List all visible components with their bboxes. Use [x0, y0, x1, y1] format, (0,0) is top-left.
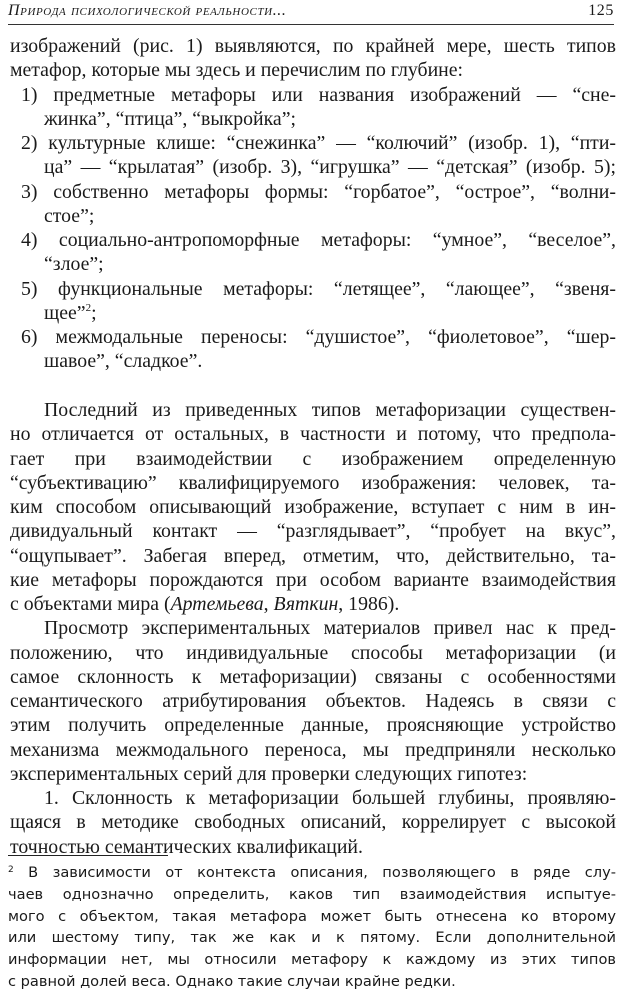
list-item-continuation: стое”;	[44, 204, 95, 227]
text-line: “субъективацию” квалифицируемого изображения: человек, та-	[10, 471, 616, 494]
text-line: Просмотр экспериментальных материалов привел нас к пред-	[44, 617, 616, 640]
list-item-text: щее”	[44, 301, 86, 324]
text-line: самое склонность к метафоризации) связаны с особенностями	[10, 665, 616, 688]
footnote-line: или шестому типу, так же как и к пятому. Если дополнительной	[8, 929, 616, 947]
text-line: дивидуальный контакт — “разглядывает”, “пробует на вкус”,	[10, 520, 616, 543]
text-line: экспериментальных серий для проверки следующих гипотез:	[10, 762, 528, 785]
list-item-continuation	[10, 301, 616, 325]
text-run: ,	[263, 593, 274, 615]
main-text	[10, 34, 616, 859]
footnote-line	[8, 862, 616, 884]
footnote	[8, 862, 616, 993]
text-line: щаяся в методике свободных описаний, коррелирует с высокой	[10, 811, 616, 834]
citation-author: Вяткин	[273, 593, 339, 615]
text-line: 1. Склонность к метафоризации большей глубины, проявляю-	[44, 787, 616, 809]
text-line: ким способом описывающий изображение, вступает с ним в ин-	[10, 496, 616, 518]
text-line: семантического атрибутирования объектов. Надеясь в связи с	[10, 690, 616, 712]
text-line: точностью семантических квалификаций.	[10, 835, 363, 858]
list-item-continuation: “злое”;	[44, 253, 104, 276]
footnote-ref[interactable]: 2	[85, 301, 92, 314]
text-line: этим получить определенные данные, проясняющие устройство	[10, 714, 616, 737]
list-item-text: ;	[91, 301, 97, 324]
text-line: кие метафоры порождаются при особом варианте взаимодействия	[10, 568, 616, 591]
footnote-marker: 2	[8, 865, 14, 875]
list-item: 1) предметные метафоры или названия изображений — “сне-	[21, 83, 616, 106]
footnote-line: с равной долей веса. Однако такие случаи крайне редки.	[8, 972, 456, 990]
text-line: метафор, которые мы здесь и перечислим по глубине:	[10, 59, 464, 82]
list-item: 2) культурные клише: “снежинка” — “колючий” (изобр. 1), “пти-	[21, 132, 616, 154]
text-run: , 1986).	[338, 593, 400, 615]
list-item-continuation: шавое”, “сладкое”.	[44, 350, 203, 373]
running-header	[8, 2, 614, 24]
text-run: с объектами мира (	[10, 593, 171, 615]
text-line: но отличается от остальных, в частности и потому, что предпола-	[10, 423, 616, 446]
text-line: положению, что индивидуальные способы метафоризации (и	[10, 641, 616, 664]
text-line: гает при взаимодействии с изображением определенную	[10, 447, 616, 470]
footnote-line: чаев однозначно определить, каков тип взаимодействия испытуе-	[8, 885, 616, 903]
citation-author: Артемьева	[170, 593, 264, 615]
running-title: Природа психологической реальности...	[8, 2, 287, 19]
text-line	[10, 592, 616, 616]
footnote-text: В зависимости от контекста описания, позволяющего в ряде слу-	[13, 864, 616, 881]
text-line: механизма межмодального переноса, мы предприняли несколько	[10, 738, 616, 761]
list-item-continuation: ца” — “крылатая” (изобр. 3), “игрушка” — “детская” (изобр. 5);	[44, 156, 616, 179]
list-item: 5) функциональные метафоры: “летящее”, “лающее”, “звеня-	[21, 277, 616, 300]
list-item: 3) собственно метафоры формы: “горбатое”, “острое”, “волни-	[21, 180, 616, 203]
page-number: 125	[588, 2, 614, 19]
text-line: “ощупывает”. Забегая вперед, отметим, что, действительно, та-	[10, 544, 616, 567]
header-rule	[8, 24, 614, 25]
list-item-continuation: жинка”, “птица”, “выкройка”;	[44, 107, 296, 130]
footnote-line: мого с объектом, такая метафора может быть отнесена ко второму	[8, 907, 616, 925]
text-line: Последний из приведенных типов метафоризации существен-	[44, 399, 616, 421]
text-line: изображений (рис. 1) выявляются, по крайней мере, шесть типов	[10, 35, 616, 57]
list-item: 4) социально-антропоморфные метафоры: “умное”, “веселое”,	[21, 229, 616, 251]
list-item: 6) межмодальные переносы: “душистое”, “фиолетовое”, “шер-	[21, 326, 616, 348]
footnote-line: информации нет, мы относили метафору к каждому из этих типов	[8, 951, 616, 969]
paragraph-gap	[10, 374, 616, 399]
footnote-rule	[8, 855, 168, 856]
